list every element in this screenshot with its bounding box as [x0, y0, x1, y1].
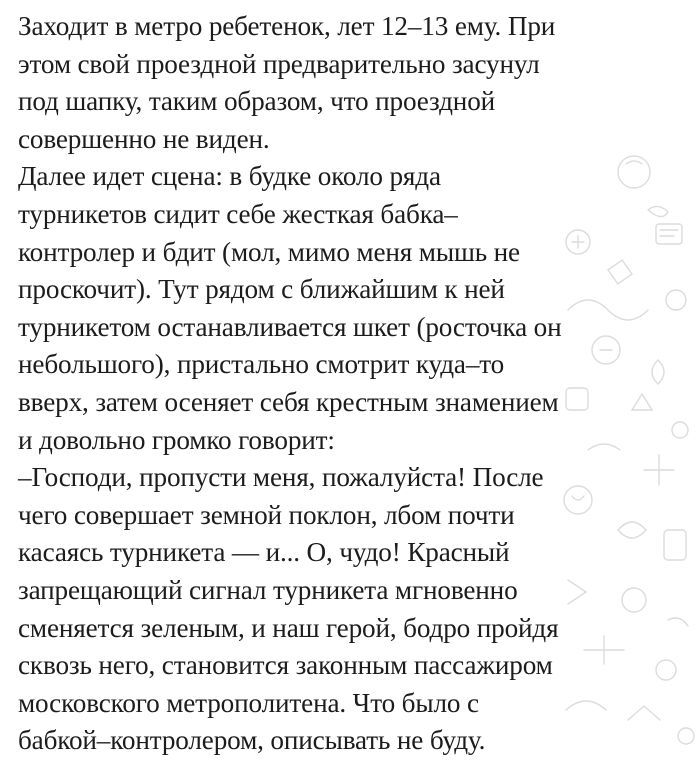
text-line: совершенно не виден.: [18, 123, 270, 154]
text-line: касаясь турникета — и... О, чудо! Красный: [18, 537, 510, 568]
text-line: проскочит). Тут рядом с ближайшим к ней: [18, 274, 505, 305]
text-line: турникетом останавливается шкет (росточка он: [18, 311, 562, 342]
text-line: чего совершает земной поклон, лбом почти: [18, 499, 515, 530]
text-line: бабкой–контролером, описывать не буду.: [18, 725, 486, 756]
text-line: вверх, затем осеняет себя крестным знамением: [18, 386, 559, 417]
story-text: [18, 8, 562, 760]
text-line: запрещающий сигнал турникета мгновенно: [18, 574, 518, 605]
text-line: контролер и бдит (мол, мимо меня мышь не: [18, 236, 520, 267]
text-line: этом свой проездной предварительно засунул: [18, 48, 540, 79]
background-doodle-watermark: [548, 150, 700, 756]
text-line: сквозь него, становится законным пассажиром: [18, 650, 553, 681]
text-line: московского метрополитена. Что было с: [18, 687, 479, 718]
text-line: под шапку, таким образом, что проездной: [18, 86, 496, 117]
text-line: небольшого), пристально смотрит куда–то: [18, 349, 505, 380]
text-line: сменяется зеленым, и наш герой, бодро пройдя: [18, 612, 559, 643]
text-line: Далее идет сцена: в будке около ряда: [18, 161, 441, 192]
text-line: Заходит в метро ребетенок, лет 12–13 ему. При: [18, 11, 556, 41]
text-line: –Господи, пропусти меня, пожалуйста! После: [18, 462, 544, 493]
text-line: и довольно громко говорит:: [18, 424, 335, 455]
text-line: турникетов сидит себе жесткая бабка–: [18, 198, 458, 229]
